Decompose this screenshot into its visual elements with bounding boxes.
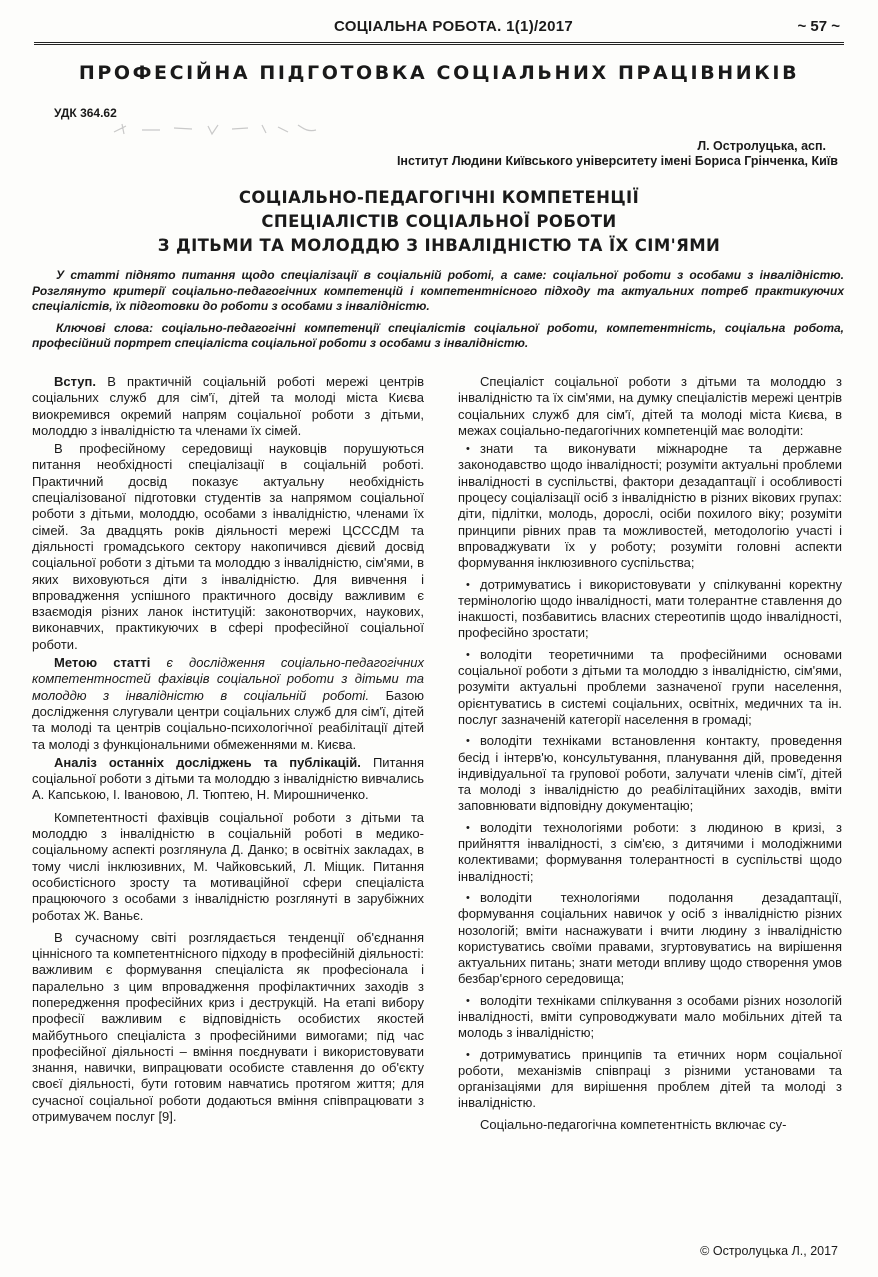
list-item-text: володіти технологіями роботи: з людиною в кризі, з прийняття інвалідності, з сім'єю, з дитячими і молодіжними колективами; формування толерантності в суспільстві щодо інвалідності;	[458, 819, 842, 884]
bullet-icon: •	[466, 891, 470, 904]
left-column	[32, 374, 424, 1127]
running-header	[34, 14, 844, 45]
title-line: СОЦІАЛЬНО-ПЕДАГОГІЧНІ КОМПЕТЕНЦІЇ	[238, 188, 640, 207]
section-title: ПРОФЕСІЙНА ПІДГОТОВКА СОЦІАЛЬНИХ ПРАЦІВНИКІВ	[78, 62, 800, 84]
title-line: З ДІТЬМИ ТА МОЛОДДЮ З ІНВАЛІДНІСТЮ ТА ЇХ СІМ'ЯМИ	[157, 236, 721, 255]
journal-name: СОЦІАЛЬНА РОБОТА. 1(1)/2017	[334, 18, 574, 35]
paragraph-review	[32, 755, 424, 804]
page-number: ~ 57 ~	[797, 18, 840, 35]
copyright: © Остролуцька Л., 2017	[700, 1244, 838, 1258]
list-item	[458, 993, 842, 1042]
bullet-icon: •	[466, 443, 470, 456]
handwritten-scribble	[112, 120, 322, 138]
keywords: Ключові слова: соціально-педагогічні компетенції спеціалістів соціальної роботи, компетентність, соціальна робота, професійний портрет спеціаліста соціальної роботи з особами з інвалідністю.	[32, 320, 844, 350]
bullet-icon: •	[466, 578, 470, 591]
list-item	[458, 1047, 842, 1112]
aim-heading: Метою статті	[54, 655, 151, 671]
affiliation: Інститут Людини Київського університету імені Бориса Грінченка, Київ	[396, 154, 838, 168]
list-item	[458, 577, 842, 642]
paragraph: Компетентності фахівців соціальної роботи з дітьми та молоддю з інвалідністю в соціальній роботі в медико-соціальному аспекті розглянула Д. Данко; в освітніх закладах, в тому числі інклюзивних, М. Чайковський, Л. Міщик. Питання особистісного зросту та мотиваційної сфери спеціаліста працюючого з особами з інвалідністю розглянуті в зарубіжних роботах Ж. Ваньє.	[32, 809, 424, 923]
list-item	[458, 733, 842, 814]
paragraph: В професійному середовищі науковців порушуються питання необхідності спеціалізації в соціальній роботі. Практичний досвід показує актуальну необхідність спеціалізованої підготовки студентів за напрямом соціальної роботи з дітьми, молоддю, особами з інвалідністю, членами їх сімей. За двадцять років діяльності мережі ЦСССДМ та діяльності громадського сектору накопичився дієвий досвід соціальної роботи з дітьми та молоддю з інвалідністю, сім'ями, в яких виховуються діти з інвалідністю. Для вивчення і впровадження успішного практичного досвіду важливим є взаємодія різних ланок інституцій: законотворчих, наукових, виконавчих, практикуючих в сфері професійної соціальної роботи.	[32, 441, 424, 652]
abstract-text: У статті піднято питання щодо спеціалізації в соціальній роботі, а саме: соціальної роботи з особами з інвалідністю. Розглянуто критерії соціально-педагогічних компетенцій і компетентнісного підходу та актуальних потреб практикуючих спеціалістів, їх підготовки до роботи з особами з інвалідністю.	[32, 268, 844, 313]
title-line: СПЕЦІАЛІСТІВ СОЦІАЛЬНОЇ РОБОТИ	[261, 212, 617, 231]
bullet-icon: •	[466, 735, 470, 748]
list-item-text: володіти теоретичними та професійними основами соціальної роботи з дітьми та молоддю з інвалідністю, сім'ями, розуміти актуальні проблеми зазначеної групи населення, орієнтуватись в системі соціальних, освітніх, медичних та ін. послуг зазначеній категорії населення в громаді;	[458, 646, 842, 727]
article-title	[0, 186, 878, 258]
intro-text: В практичній соціальній роботі мережі центрів соціальних служб для сім'ї, дітей та молоді міста Києва виокремився окремий напрям соціальної роботи з дітьми, молоддю з інвалідністю та членами їх сімей.	[32, 374, 424, 438]
competency-list	[458, 441, 842, 1112]
paragraph-aim	[32, 655, 424, 753]
list-item-text: володіти техніками спілкування з особами різних нозологій інвалідності, вміти супроводжувати мало мобільних дітей та молодь з інвалідністю;	[458, 992, 842, 1041]
paragraph: Спеціаліст соціальної роботи з дітьми та молоддю з інвалідністю та їх сім'ями, на думку спеціалістів мережі центрів соціальних служб для сім'ї, дітей та молоді міста Києва, в межах соціально-педагогічних компетенцій має володіти:	[458, 374, 842, 438]
bullet-icon: •	[466, 1048, 470, 1061]
paragraph: Соціально-педагогічна компетентність включає су-	[480, 1116, 787, 1132]
review-text: Питання соціальної роботи з дітьми та молоддю з інвалідністю вивчались А. Капською, І. Івановою, Л. Тюптею, Н. Мирошниченко.	[32, 754, 424, 803]
bullet-icon: •	[466, 648, 470, 661]
list-item	[458, 441, 842, 571]
review-heading: Аналіз останніх досліджень та публікацій.	[54, 754, 361, 770]
list-item-text: знати та виконувати міжнародне та державне законодавство щодо інвалідності; розуміти актуальні проблеми інвалідності в суспільстві, фактори дезадаптації і особливості процесу соціалізації осіб з інвалідністю в різних вікових групах: діти, підлітки, молодь, дорослі, осіби похилого віку; розуміти принципи рівних прав та можливостей, методологію участі і впроваджувати їх у роботу; розуміти головні аспекти формування інклюзивного суспільства;	[458, 441, 842, 571]
list-item-text: володіти технологіями подолання дезадаптації, формування соціальних навичок у осіб з інвалідністю різних нозологій; вміти наснажувати і вчити людину з інвалідністю користуватись своїми правами, згуртовуватись на вирішення актуальних питань; знати методи впливу щодо створення умов безбар'єрного середовища;	[458, 889, 842, 987]
list-item-text: володіти техніками встановлення контакту, проведення бесід і інтерв'ю, консультування, планування дій, проведення індивідуальної та групової роботи, залучати членів сім'ї, дітей та молоді з інвалідністю до реабілітаційних заходів, вміти заповнювати відповідну документацію;	[458, 733, 842, 814]
aim-text-italic: є дослідження соціально-педагогічних компетентностей фахівців соціальної роботи з дітьми та молоддю з інвалідністю в соціальній роботі.	[32, 655, 424, 703]
list-item	[458, 647, 842, 728]
list-item	[458, 820, 842, 885]
intro-heading: Вступ.	[54, 374, 97, 389]
aim-text: Базою дослідження слугували центри соціальних служб для сім'ї, дітей та молоді та центрів соціально-психологічної реабілітації дітей та молоді з функціональними обмеженнями м. Києва.	[32, 687, 424, 752]
right-column	[458, 374, 842, 1135]
list-item-text: дотримуватись принципів та етичних норм соціальної роботи, механізмів співпраці з різними установами та організаціями для вирішення проблем дітей та молоді з інвалідністю.	[458, 1046, 842, 1111]
bullet-icon: •	[466, 994, 470, 1007]
author: Л. Остролуцька, асп.	[697, 139, 826, 153]
paragraph: В сучасному світі розглядається тенденції об'єднання ціннісного та компетентнісного підходу в професійній діяльності: важливим є формування спеціаліста як професіонала і паралельно з цим впровадження профілактичних заходів з попередження професійних криз і деструкцій. На етапі вибору професії важливим є відповідність особистих якостей майбутнього спеціаліста з професійними вимогами; під час професійної діяльності – вміння поєднувати і використовувати знання, навички, випрацювати особисте ставлення до об'єкту своєї діяльності, бути готовим навчатись протягом життя; для сучасної соціальної роботи додаються вміння співпрацювати з отримувачем послуг [9].	[32, 929, 424, 1125]
list-item	[458, 890, 842, 988]
paragraph-intro	[32, 374, 424, 439]
udk-code: УДК 364.62	[54, 106, 117, 120]
abstract-block	[32, 268, 844, 352]
list-item-text: дотримуватись і використовувати у спілкуванні коректну термінологію щодо інвалідності, мати толерантне ставлення до інакшості, позбавитись власних стереотипів щодо інвалідності, професійно зростати;	[458, 576, 842, 641]
bullet-icon: •	[466, 821, 470, 834]
